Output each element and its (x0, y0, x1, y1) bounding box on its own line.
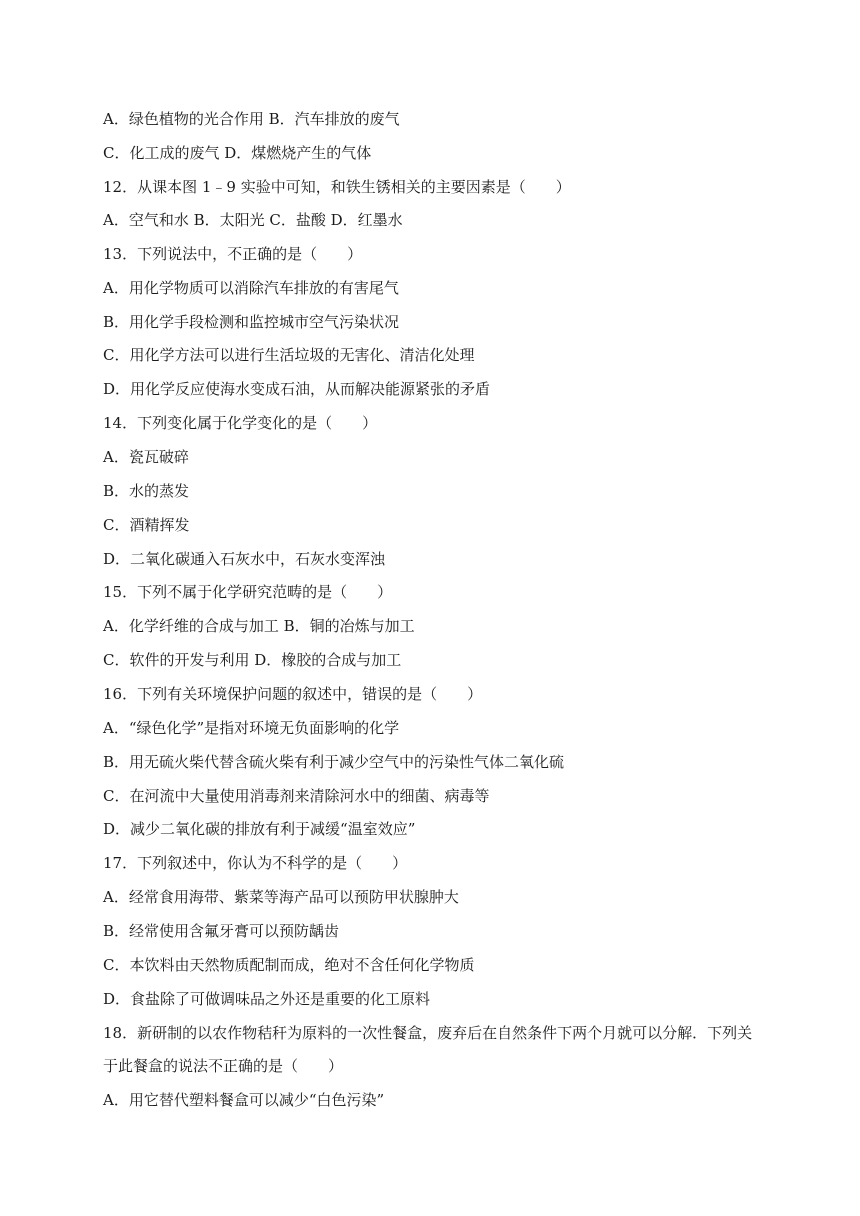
option-line: C．化工成的废气 D．煤燃烧产生的气体 (103, 144, 372, 162)
question-18: 18．新研制的以农作物秸秆为原料的一次性餐盒，废弃后在自然条件下两个月就可以分解．下列关 (103, 1024, 753, 1042)
option-line: C．本饮料由天然物质配制而成，绝对不含任何化学物质 (103, 956, 475, 974)
option-line: B．用无硫火柴代替含硫火柴有利于减少空气中的污染性气体二氧化硫 (103, 753, 565, 771)
option-line: A．用化学物质可以消除汽车排放的有害尾气 (103, 279, 399, 297)
option-line: A．化学纤维的合成与加工 B．铜的冶炼与加工 (103, 617, 415, 635)
option-line: B．用化学手段检测和监控城市空气污染状况 (103, 313, 400, 331)
option-line: D．二氧化碳通入石灰水中，石灰水变浑浊 (103, 550, 386, 568)
option-line: B．经常使用含氟牙膏可以预防龋齿 (103, 922, 340, 940)
option-line: A．绿色植物的光合作用 B．汽车排放的废气 (103, 110, 400, 128)
option-line: D．用化学反应使海水变成石油，从而解决能源紧张的矛盾 (103, 380, 491, 398)
option-line: B．水的蒸发 (103, 482, 190, 500)
option-line: A．经常食用海带、紫菜等海产品可以预防甲状腺肿大 (103, 888, 459, 906)
option-line: C．用化学方法可以进行生活垃圾的无害化、清洁化处理 (103, 346, 475, 364)
option-line: A．用它替代塑料餐盒可以减少“白色污染” (103, 1091, 385, 1109)
option-line: C．软件的开发与利用 D．橡胶的合成与加工 (103, 651, 402, 669)
option-line: A．“绿色化学”是指对环境无负面影响的化学 (103, 719, 400, 737)
question-18-continued: 于此餐盒的说法不正确的是（ ） (103, 1057, 344, 1075)
option-line: D．食盐除了可做调味品之外还是重要的化工原料 (103, 990, 431, 1008)
option-line: A．瓷瓦破碎 (103, 448, 189, 466)
question-14: 14．下列变化属于化学变化的是（ ） (103, 414, 378, 432)
option-line: C．酒精挥发 (103, 516, 190, 534)
question-15: 15．下列不属于化学研究范畴的是（ ） (103, 583, 393, 601)
question-16: 16．下列有关环境保护问题的叙述中，错误的是（ ） (103, 685, 483, 703)
question-13: 13．下列说法中，不正确的是（ ） (103, 245, 363, 263)
option-line: C．在河流中大量使用消毒剂来清除河水中的细菌、病毒等 (103, 787, 490, 805)
option-line: D．减少二氧化碳的排放有利于减缓“温室效应” (103, 820, 416, 838)
question-12: 12．从课本图 1﹣9 实验中可知，和铁生锈相关的主要因素是（ ） (103, 178, 571, 196)
option-line: A．空气和水 B．太阳光 C．盐酸 D．红墨水 (103, 211, 403, 229)
question-17: 17．下列叙述中，你认为不科学的是（ ） (103, 854, 408, 872)
